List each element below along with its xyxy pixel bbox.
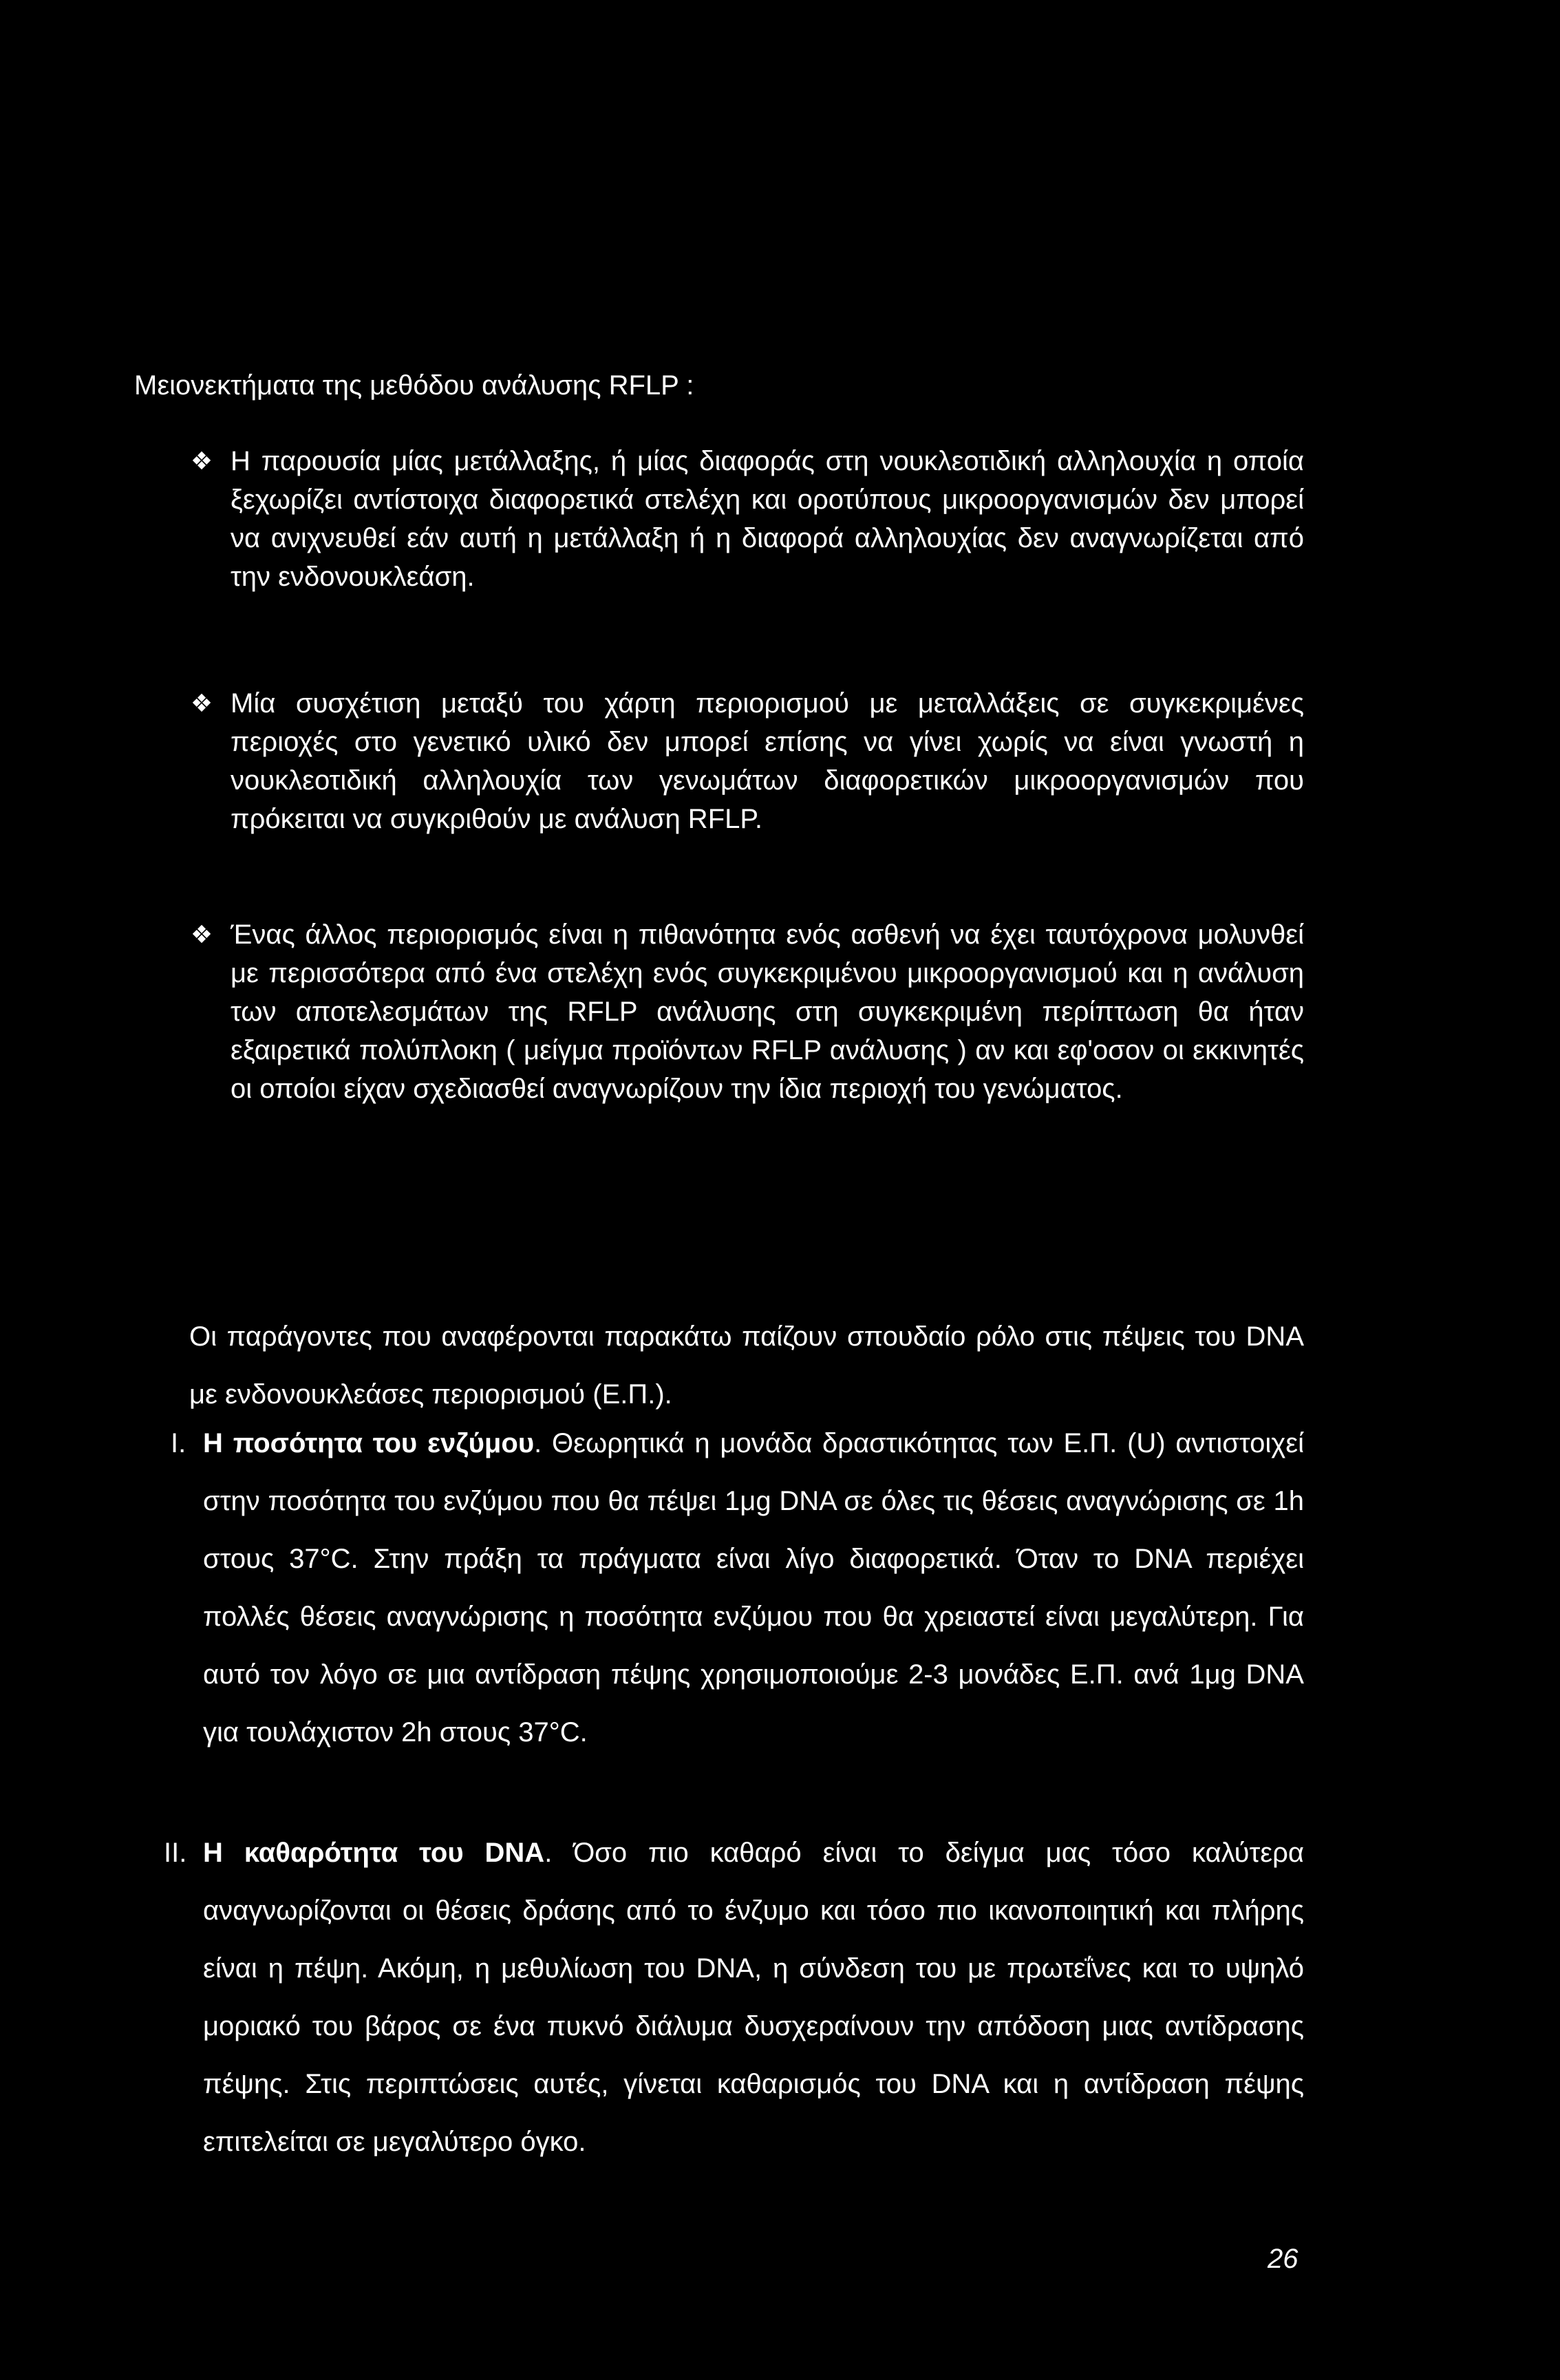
factors-intro-paragraph: Οι παράγοντες που αναφέρονται παρακάτω παίζουν σπουδαίο ρόλο στις πέψεις του DNA με ενδονουκλεάσες περιορισμού (Ε.Π.). [189, 1321, 1304, 1410]
factor-title-2: Η καθαρότητα του DNA [203, 1838, 545, 1868]
factor-paragraph-2 [184, 1824, 1304, 2171]
bullet-text-2: Μία συσχέτιση μεταξύ του χάρτη περιορισμού με μεταλλάξεις σε συγκεκριμένες περιοχές στο γενετικό υλικό δεν μπορεί επίσης να γίνει χωρίς να είναι γνωστή η νουκλεοτιδική αλληλουχία των γενωμάτων διαφορετικών μικροοργανισμών που πρόκειται να συγκριθούν με ανάλυση RFLP. [231, 688, 1304, 834]
four-diamond-bullet-icon: ❖ [190, 689, 213, 717]
bullet-item-1 [190, 442, 1304, 596]
factor-item-2 [164, 1824, 1304, 2171]
four-diamond-bullet-icon: ❖ [190, 920, 213, 948]
factor-text-1: . Θεωρητικά η μονάδα δραστικότητας των Ε.Π. (U) αντιστοιχεί στην ποσότητα του ενζύμου που θα πέψει 1μg DNA σε όλες τις θέσεις αναγνώρισης σε 1h στους 37°C. Στην πράξη τα πράγματα είναι λίγο διαφορετικά. Όταν το DNA περιέχει πολλές θέσεις αναγνώρισης η ποσότητα ενζύμου που θα χρειαστεί είναι μεγαλύτερη. Για αυτό τον λόγο σε μια αντίδραση πέψης χρησιμοποιούμε 2-3 μονάδες Ε.Π. ανά 1μg DNA για τουλάχιστον 2h στους 37°C. [203, 1428, 1304, 1747]
factor-paragraph-1 [184, 1414, 1304, 1761]
four-diamond-bullet-icon: ❖ [190, 447, 213, 475]
page-number: 26 [1268, 2244, 1299, 2274]
factor-number-1: I. [171, 1428, 186, 1458]
bullet-item-2 [190, 684, 1304, 838]
bullet-item-3 [190, 915, 1304, 1108]
bullet-text-3: Ένας άλλος περιορισμός είναι η πιθανότητα ενός ασθενή να έχει ταυτόχρονα μολυνθεί με περισσότερα από ένα στελέχη ενός συγκεκριμένου μικροοργανισμού και η ανάλυση των αποτελεσμάτων της RFLP ανάλυσης στη συγκεκριμένη περίπτωση θα ήταν εξαιρετικά πολύπλοκη ( μείγμα προϊόντων RFLP ανάλυσης ) αν και εφ'οσον οι εκκινητές οι οποίοι είχαν σχεδιασθεί αναγνωρίζουν την ίδια περιοχή του γενώματος. [231, 920, 1304, 1104]
factor-item-1 [171, 1414, 1304, 1761]
bullet-text-1: Η παρουσία μίας μετάλλαξης, ή μίας διαφοράς στη νουκλεοτιδική αλληλουχία η οποία ξεχωρίζει αντίστοιχα διαφορετικά στελέχη και οροτύπους μικροοργανισμών δεν μπορεί να ανιχνευθεί εάν αυτή η μετάλλαξη ή η διαφορά αλληλουχίας δεν αναγνωρίζεται από την ενδονουκλεάση. [231, 446, 1304, 592]
factor-number-2: II. [164, 1838, 187, 1868]
section-heading: Μειονεκτήματα της μεθόδου ανάλυσης RFLP : [134, 370, 694, 401]
factor-title-1: Η ποσότητα του ενζύμου [203, 1428, 535, 1458]
factor-text-2: . Όσο πιο καθαρό είναι το δείγμα μας τόσο καλύτερα αναγνωρίζονται οι θέσεις δράσης από το ένζυμο και τόσο πιο ικανοποιητική και πλήρης είναι η πέψη. Ακόμη, η μεθυλίωση του DNA, η σύνδεση του με πρωτεΐνες και το υψηλό μοριακό του βάρος σε ένα πυκνό διάλυμα δυσχεραίνουν την απόδοση μιας αντίδρασης πέψης. Στις περιπτώσεις αυτές, γίνεται καθαρισμός του DNA και η αντίδραση πέψης επιτελείται σε μεγαλύτερο όγκο. [203, 1838, 1304, 2157]
